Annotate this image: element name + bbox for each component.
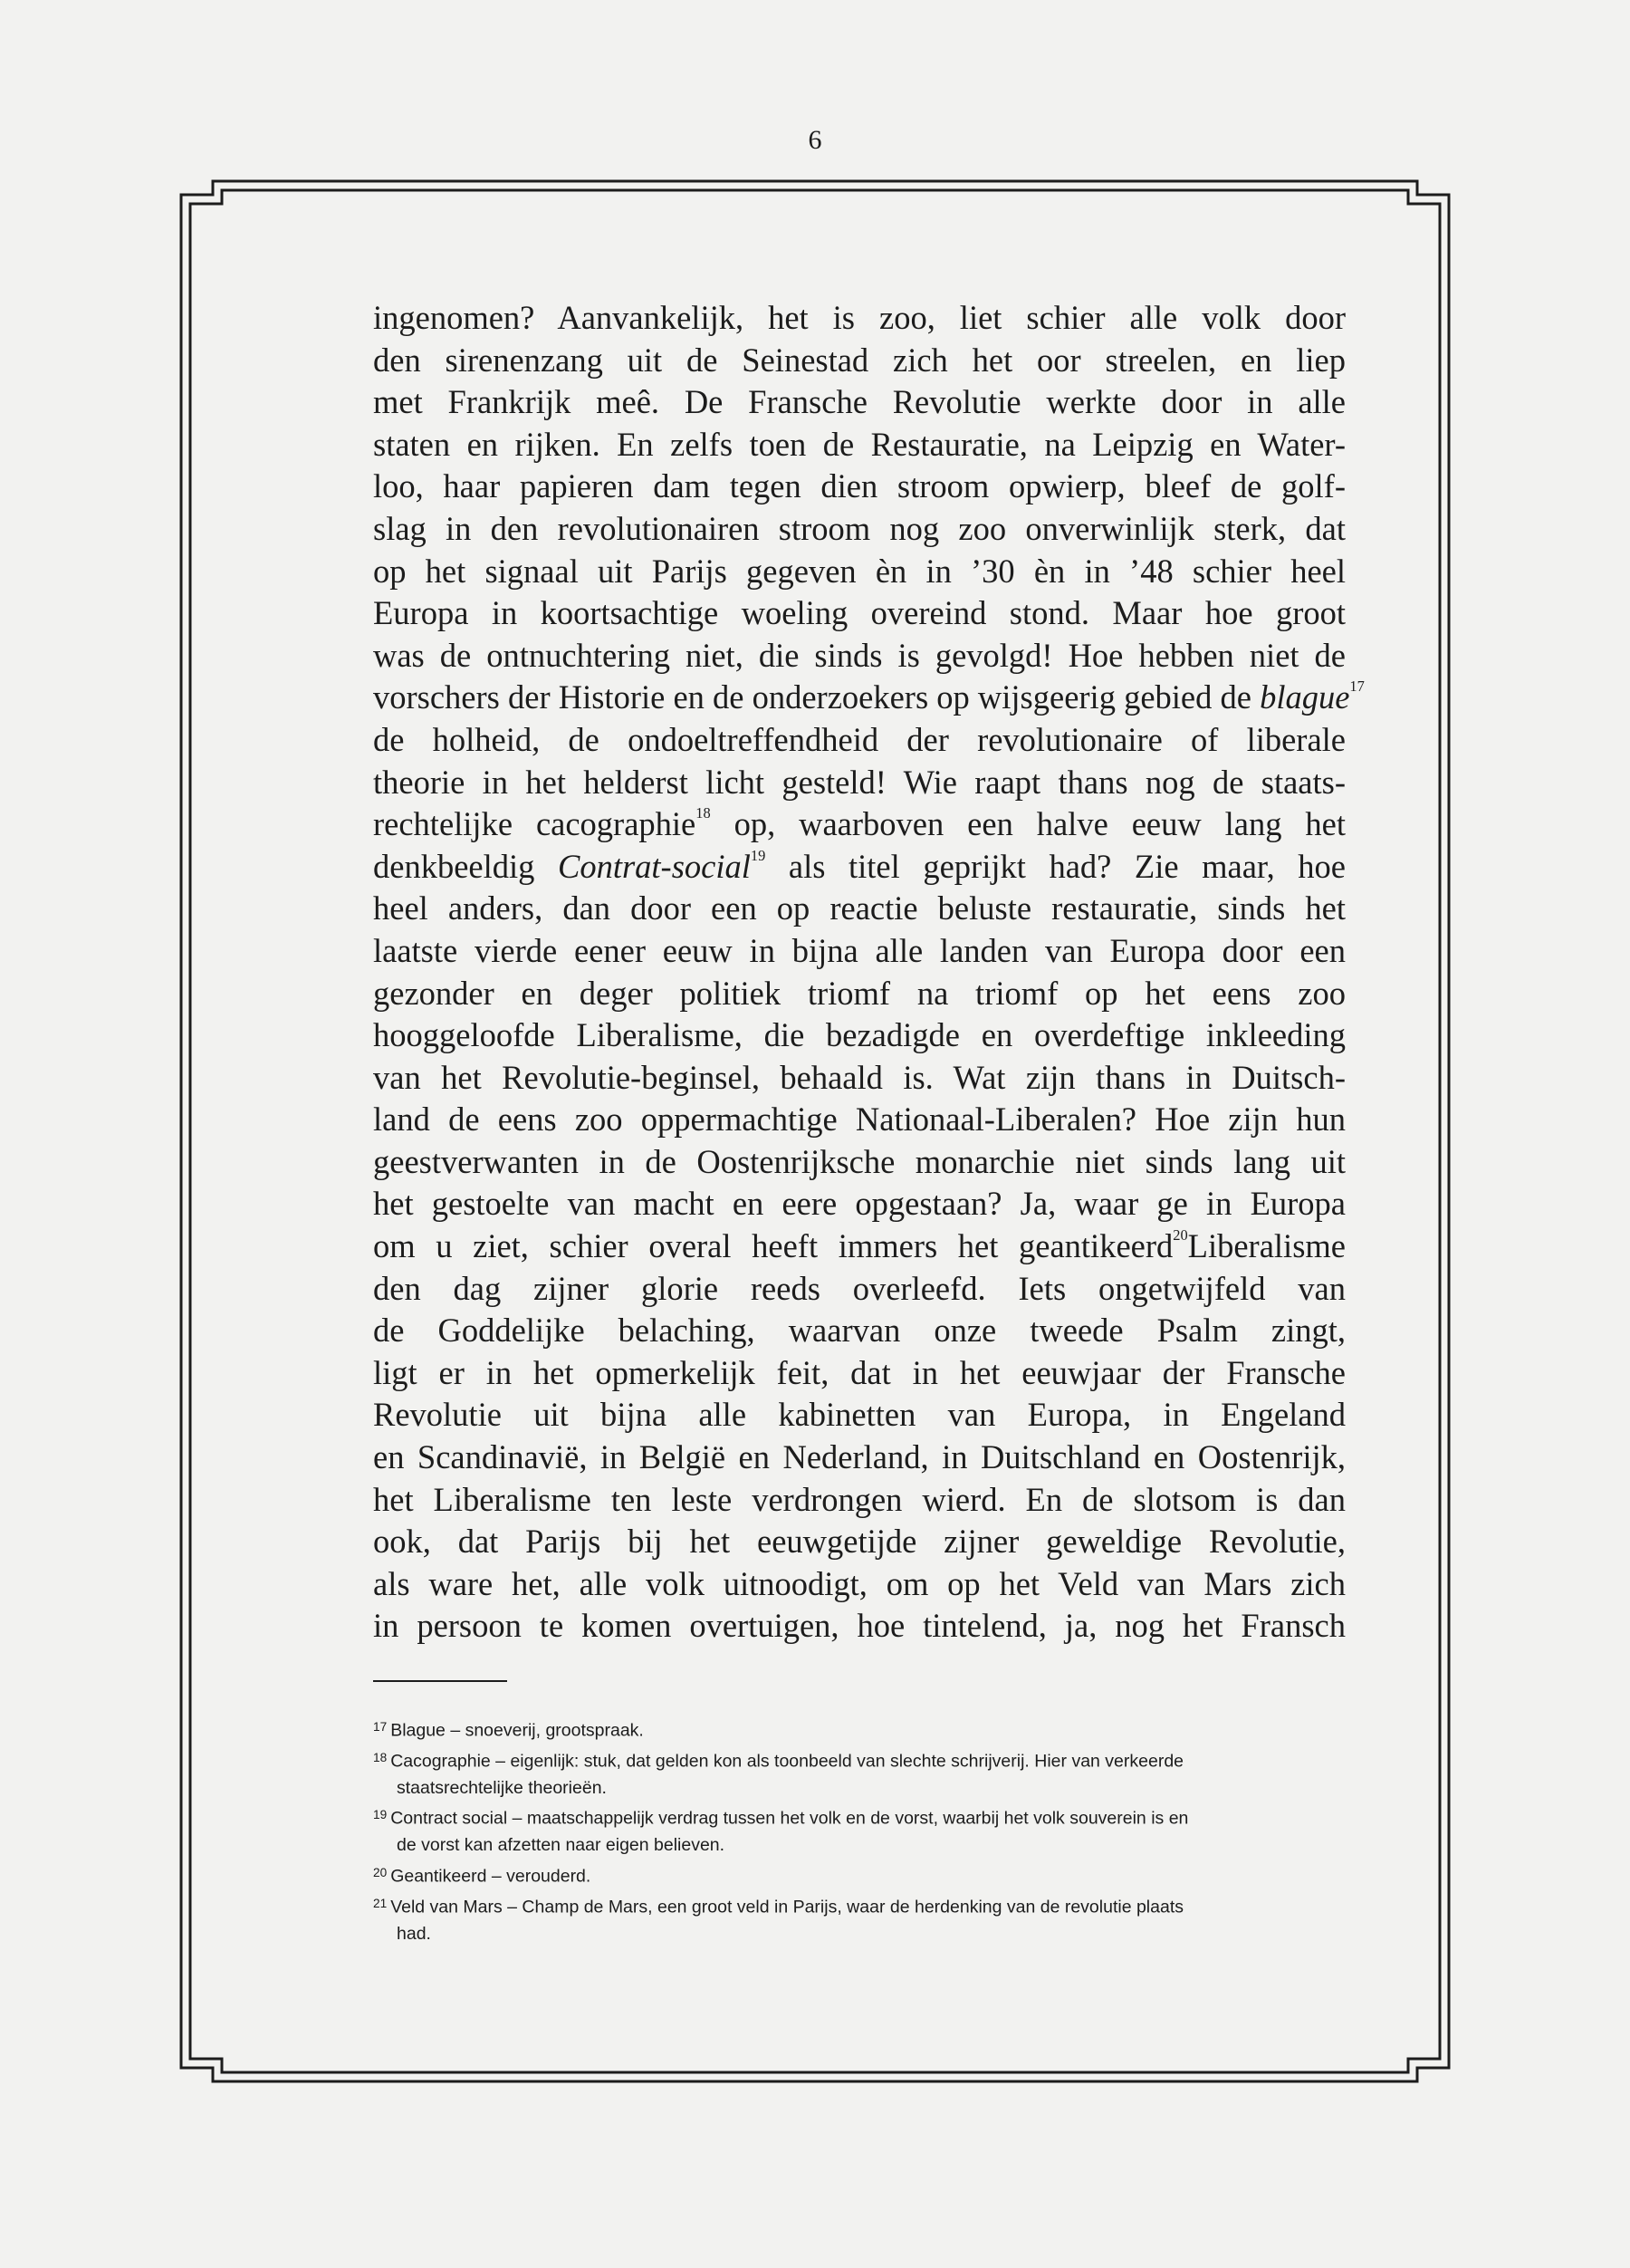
- text-run: den dag zijner glorie reeds overleefd. Iets ongetwijfeld van: [373, 1269, 1346, 1307]
- footnote-line: [373, 1775, 1360, 1802]
- footnote-line: [373, 1921, 1360, 1948]
- body-text-line: [373, 1563, 1346, 1606]
- body-text-line: [373, 846, 1346, 889]
- text-run: Liberalisme: [1187, 1227, 1346, 1265]
- body-text-line: [373, 677, 1365, 719]
- text-run: om u ziet, schier overal heeft immers het geantikeerd: [373, 1227, 1174, 1265]
- text-run: was de ontnuchtering niet, die sinds is gevolgd! Hoe hebben niet de: [373, 636, 1346, 674]
- body-text-line: [373, 1268, 1346, 1311]
- body-text-line: [373, 1141, 1346, 1184]
- body-text-line: [373, 1014, 1346, 1057]
- body-text-line: [373, 424, 1346, 466]
- text-run: loo, haar papieren dam tegen dien stroom opwierp, bleef de golf-: [373, 467, 1346, 505]
- text-run: ingenomen? Aanvankelijk, het is zoo, liet schier alle volk door: [373, 299, 1346, 336]
- footnote-number: 20: [373, 1865, 388, 1879]
- text-run: en Scandinavië, in België en Nederland, in Duitschland en Oostenrijk,: [373, 1438, 1346, 1476]
- body-text-line: [373, 508, 1346, 551]
- text-run: staten en rijken. En zelfs toen de Restauratie, na Leipzig en Water-: [373, 425, 1346, 463]
- footnote-text: Blague – snoeverij, grootspraak.: [390, 1720, 644, 1741]
- text-run: Revolutie uit bijna alle kabinetten van Europa, in Engeland: [373, 1396, 1346, 1434]
- footnotes: [373, 1714, 1360, 1947]
- italic-term: Contrat-social: [557, 847, 751, 885]
- text-run: van het Revolutie-beginsel, behaald is. Wat zijn thans in Duitsch-: [373, 1058, 1346, 1096]
- body-text-line: [373, 1099, 1346, 1141]
- body-text: [373, 297, 1365, 1648]
- body-text-line: [373, 551, 1346, 593]
- body-text-line: [373, 1521, 1346, 1563]
- text-run: in persoon te komen overtuigen, hoe tintelend, ja, nog het Fransch: [373, 1607, 1346, 1645]
- text-run: ook, dat Parijs bij het eeuwgetijde zijner geweldige Revolutie,: [373, 1523, 1346, 1561]
- body-text-line: [373, 719, 1346, 762]
- footnote-number: 17: [373, 1720, 388, 1734]
- body-text-line: [373, 1310, 1346, 1352]
- body-text-line: [373, 381, 1346, 424]
- text-run: hooggeloofde Liberalisme, die bezadigde en overdeftige inkleeding: [373, 1016, 1346, 1054]
- footnote-line: [373, 1744, 1360, 1775]
- text-run: als ware het, alle volk uitnoodigt, om op het Veld van Mars zich: [373, 1564, 1346, 1602]
- text-run: op, waarboven een halve eeuw lang het: [710, 805, 1346, 843]
- body-text-line: [373, 297, 1346, 340]
- footnote-reference: 18: [695, 804, 711, 822]
- text-run: Europa in koortsachtige woeling overeind stond. Maar hoe groot: [373, 594, 1346, 632]
- body-text-line: [373, 1437, 1346, 1479]
- body-text-line: [373, 592, 1346, 635]
- text-run: de Goddelijke belaching, waarvan onze tweede Psalm zingt,: [373, 1312, 1346, 1350]
- text-run: laatste vierde eener eeuw in bijna alle landen van Europa door een: [373, 931, 1346, 969]
- footnote-reference: 17: [1349, 678, 1365, 696]
- body-text-line: [373, 888, 1346, 930]
- footnote-line: [373, 1860, 1360, 1890]
- footnote-text: de vorst kan afzetten naar eigen believen.: [397, 1835, 725, 1856]
- text-run: theorie in het helderst licht gesteld! Wie raapt thans nog de staats-: [373, 763, 1346, 801]
- text-run: denkbeeldig: [373, 847, 558, 885]
- text-run: het gestoelte van macht en eere opgestaan? Ja, waar ge in Europa: [373, 1185, 1346, 1223]
- footnote-line: [373, 1802, 1360, 1832]
- footnote-number: 18: [373, 1750, 388, 1764]
- footnote-number: 19: [373, 1808, 388, 1822]
- text-run: op het signaal uit Parijs gegeven èn in ’30 èn in ’48 schier heel: [373, 552, 1346, 590]
- text-run: het Liberalisme ten leste verdrongen wierd. En de slotsom is dan: [373, 1480, 1346, 1518]
- body-text-line: [373, 762, 1346, 804]
- text-run: rechtelijke cacographie: [373, 805, 696, 843]
- body-text-line: [373, 1057, 1346, 1100]
- footnote-reference: 19: [750, 846, 766, 864]
- body-text-line: [373, 1183, 1346, 1225]
- text-run: geestverwanten in de Oostenrijksche monarchie niet sinds lang uit: [373, 1142, 1346, 1180]
- text-run: heel anders, dan door een op reactie beluste restauratie, sinds het: [373, 889, 1346, 927]
- body-text-line: [373, 1394, 1346, 1437]
- body-text-line: [373, 1605, 1346, 1648]
- page-number: 6: [808, 125, 822, 155]
- footnote-line: [373, 1714, 1360, 1744]
- footnote-line: [373, 1832, 1360, 1860]
- text-run: slag in den revolutionairen stroom nog zoo onverwinlijk sterk, dat: [373, 509, 1346, 547]
- footnote-separator: [373, 1680, 507, 1682]
- body-text-line: [373, 973, 1346, 1015]
- body-text-line: [373, 1225, 1346, 1268]
- footnote-text: Geantikeerd – verouderd.: [390, 1866, 591, 1887]
- body-text-line: [373, 930, 1346, 973]
- text-run: land de eens zoo oppermachtige Nationaal-Liberalen? Hoe zijn hun: [373, 1100, 1346, 1139]
- footnote-text: Contract social – maatschappelijk verdrag tussen het volk en de vorst, waarbij het volk souverein is en: [390, 1808, 1189, 1829]
- body-text-line: [373, 1352, 1346, 1395]
- body-text-line: [373, 340, 1346, 382]
- text-run: ligt er in het opmerkelijk feit, dat in het eeuwjaar der Fransche: [373, 1353, 1346, 1391]
- footnote-line: [373, 1890, 1360, 1921]
- footnote-text: had.: [397, 1923, 431, 1944]
- body-text-line: [373, 803, 1346, 846]
- text-run: als titel geprijkt had? Zie maar, hoe: [765, 847, 1347, 885]
- body-text-line: [373, 466, 1346, 508]
- footnote-text: staatsrechtelijke theorieën.: [397, 1777, 607, 1798]
- text-run: den sirenenzang uit de Seinestad zich het oor streelen, en liep: [373, 341, 1346, 379]
- text-run: vorschers der Historie en de onderzoekers op wijsgeerig gebied de: [373, 678, 1261, 716]
- italic-term: blague: [1260, 678, 1350, 716]
- footnote-text: Cacographie – eigenlijk: stuk, dat gelden kon als toonbeeld van slechte schrijverij. Hier van verkeerde: [390, 1751, 1184, 1772]
- footnote-number: 21: [373, 1896, 388, 1910]
- text-run: de holheid, de ondoeltreffendheid der revolutionaire of liberale: [373, 720, 1346, 758]
- body-text-line: [373, 635, 1346, 678]
- text-run: met Frankrijk meê. De Fransche Revolutie werkte door in alle: [373, 383, 1346, 421]
- text-run: gezonder en deger politiek triomf na triomf op het eens zoo: [373, 974, 1346, 1012]
- footnote-text: Veld van Mars – Champ de Mars, een groot veld in Parijs, waar de herdenking van de revolutie plaats: [390, 1897, 1184, 1917]
- footnote-reference: 20: [1173, 1226, 1188, 1245]
- body-text-line: [373, 1479, 1346, 1522]
